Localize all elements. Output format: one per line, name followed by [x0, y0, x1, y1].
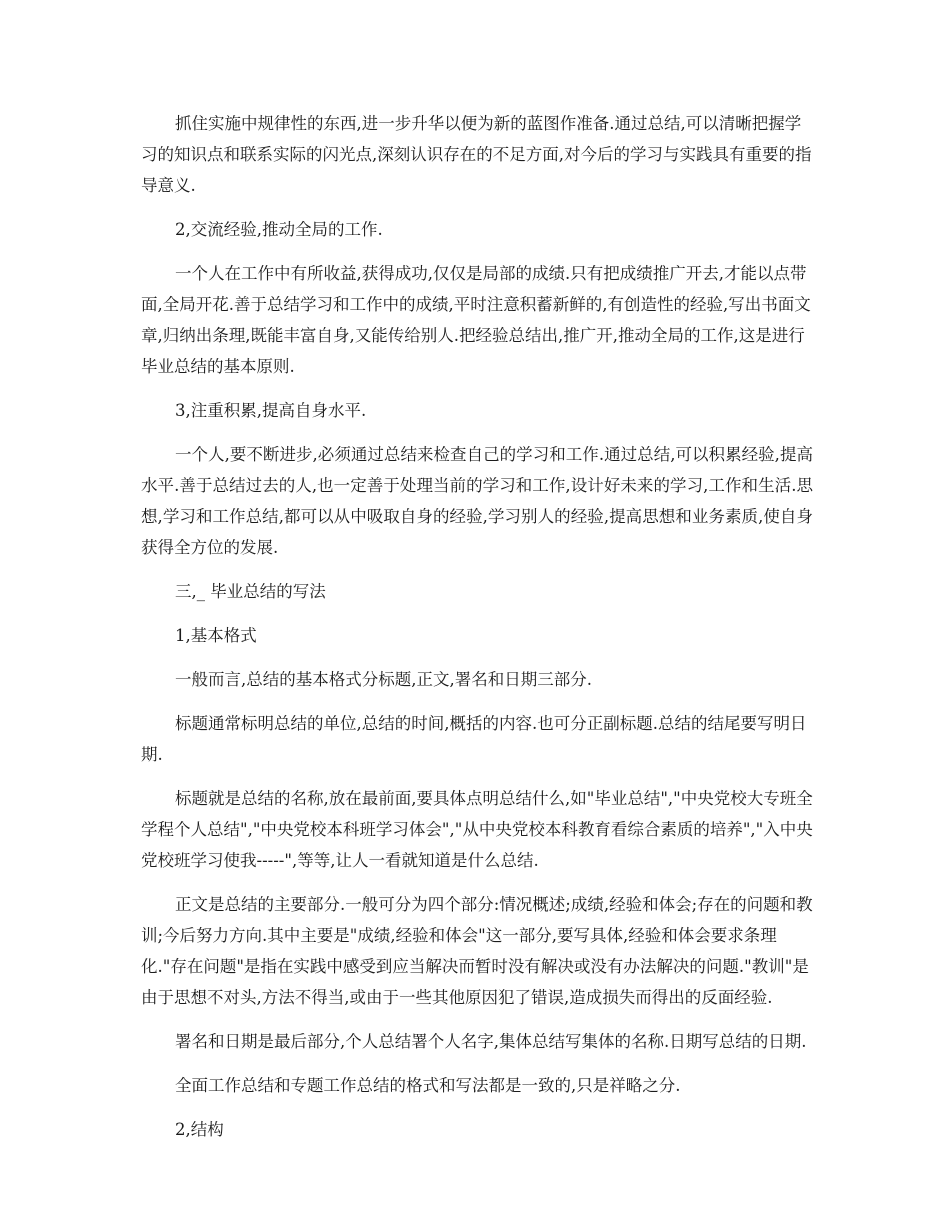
paragraph-format-consistency: 全面工作总结和专题工作总结的格式和写法都是一致的,只是祥略之分.	[175, 1076, 681, 1095]
heading-structure: 2,结构	[175, 1120, 224, 1139]
paragraph-format-overview: 一般而言,总结的基本格式分标题,正文,署名和日期三部分.	[175, 670, 592, 689]
paragraph-signature-date: 署名和日期是最后部分,个人总结署个人名字,集体总结写集体的名称.日期写总结的日期.	[175, 1032, 807, 1051]
section-heading-writing-method: 三,_ 毕业总结的写法	[175, 582, 326, 601]
paragraph-title-content: 标题通常标明总结的单位,总结的时间,概括的内容.也可分正副标题.总结的结尾要写明日期.	[141, 714, 807, 764]
document-page	[141, 108, 813, 1158]
paragraph-intro: 抓住实施中规律性的东西,进一步升华以便为新的蓝图作准备.通过总结,可以清晰把握学习的知识点和联系实际的闪光点,深刻认识存在的不足方面,对今后的学习与实践具有重要的指导意义.	[141, 114, 812, 195]
paragraph-body-structure: 正文是总结的主要部分.一般可分为四个部分:情况概述;成绩,经验和体会;存在的问题和教训;今后努力方向.其中主要是"成绩,经验和体会"这一部分,要写具体,经验和体会要求条理化."存在问题"是指在实践中感受到应当解决而暂时没有解决或没有办法解决的问题."教训"是由于思想不对头,方法不得当,或由于一些其他原因犯了错误,造成损失而得出的反面经验.	[141, 895, 813, 1007]
paragraph-exchange-experience: 一个人在工作中有所收益,获得成功,仅仅是局部的成绩.只有把成绩推广开去,才能以点带面,全局开花.善于总结学习和工作中的成绩,平时注意积蓄新鲜的,有创造性的经验,写出书面文章,归纳出条理,既能丰富自身,又能传给别人.把经验总结出,推广开,推动全局的工作,这是进行毕业总结的基本原则.	[141, 264, 811, 376]
heading-accumulate: 3,注重积累,提高自身水平.	[175, 401, 367, 420]
heading-exchange-experience: 2,交流经验,推动全局的工作.	[175, 220, 383, 239]
paragraph-title-examples: 标题就是总结的名称,放在最前面,要具体点明总结什么,如"毕业总结","中央党校大专班全学程个人总结","中央党校本科班学习体会","从中央党校本科教育看综合素质的培养","入中央党校班学习使我-----",等等,让人一看就知道是什么总结.	[141, 789, 813, 870]
heading-basic-format: 1,基本格式	[175, 626, 257, 645]
paragraph-accumulate: 一个人,要不断进步,必须通过总结来检查自己的学习和工作.通过总结,可以积累经验,提高水平.善于总结过去的人,也一定善于处理当前的学习和工作,设计好未来的学习,工作和生活.思想,学习和工作总结,都可以从中吸取自身的经验,学习别人的经验,提高思想和业务素质,使自身获得全方位的发展.	[141, 445, 813, 557]
